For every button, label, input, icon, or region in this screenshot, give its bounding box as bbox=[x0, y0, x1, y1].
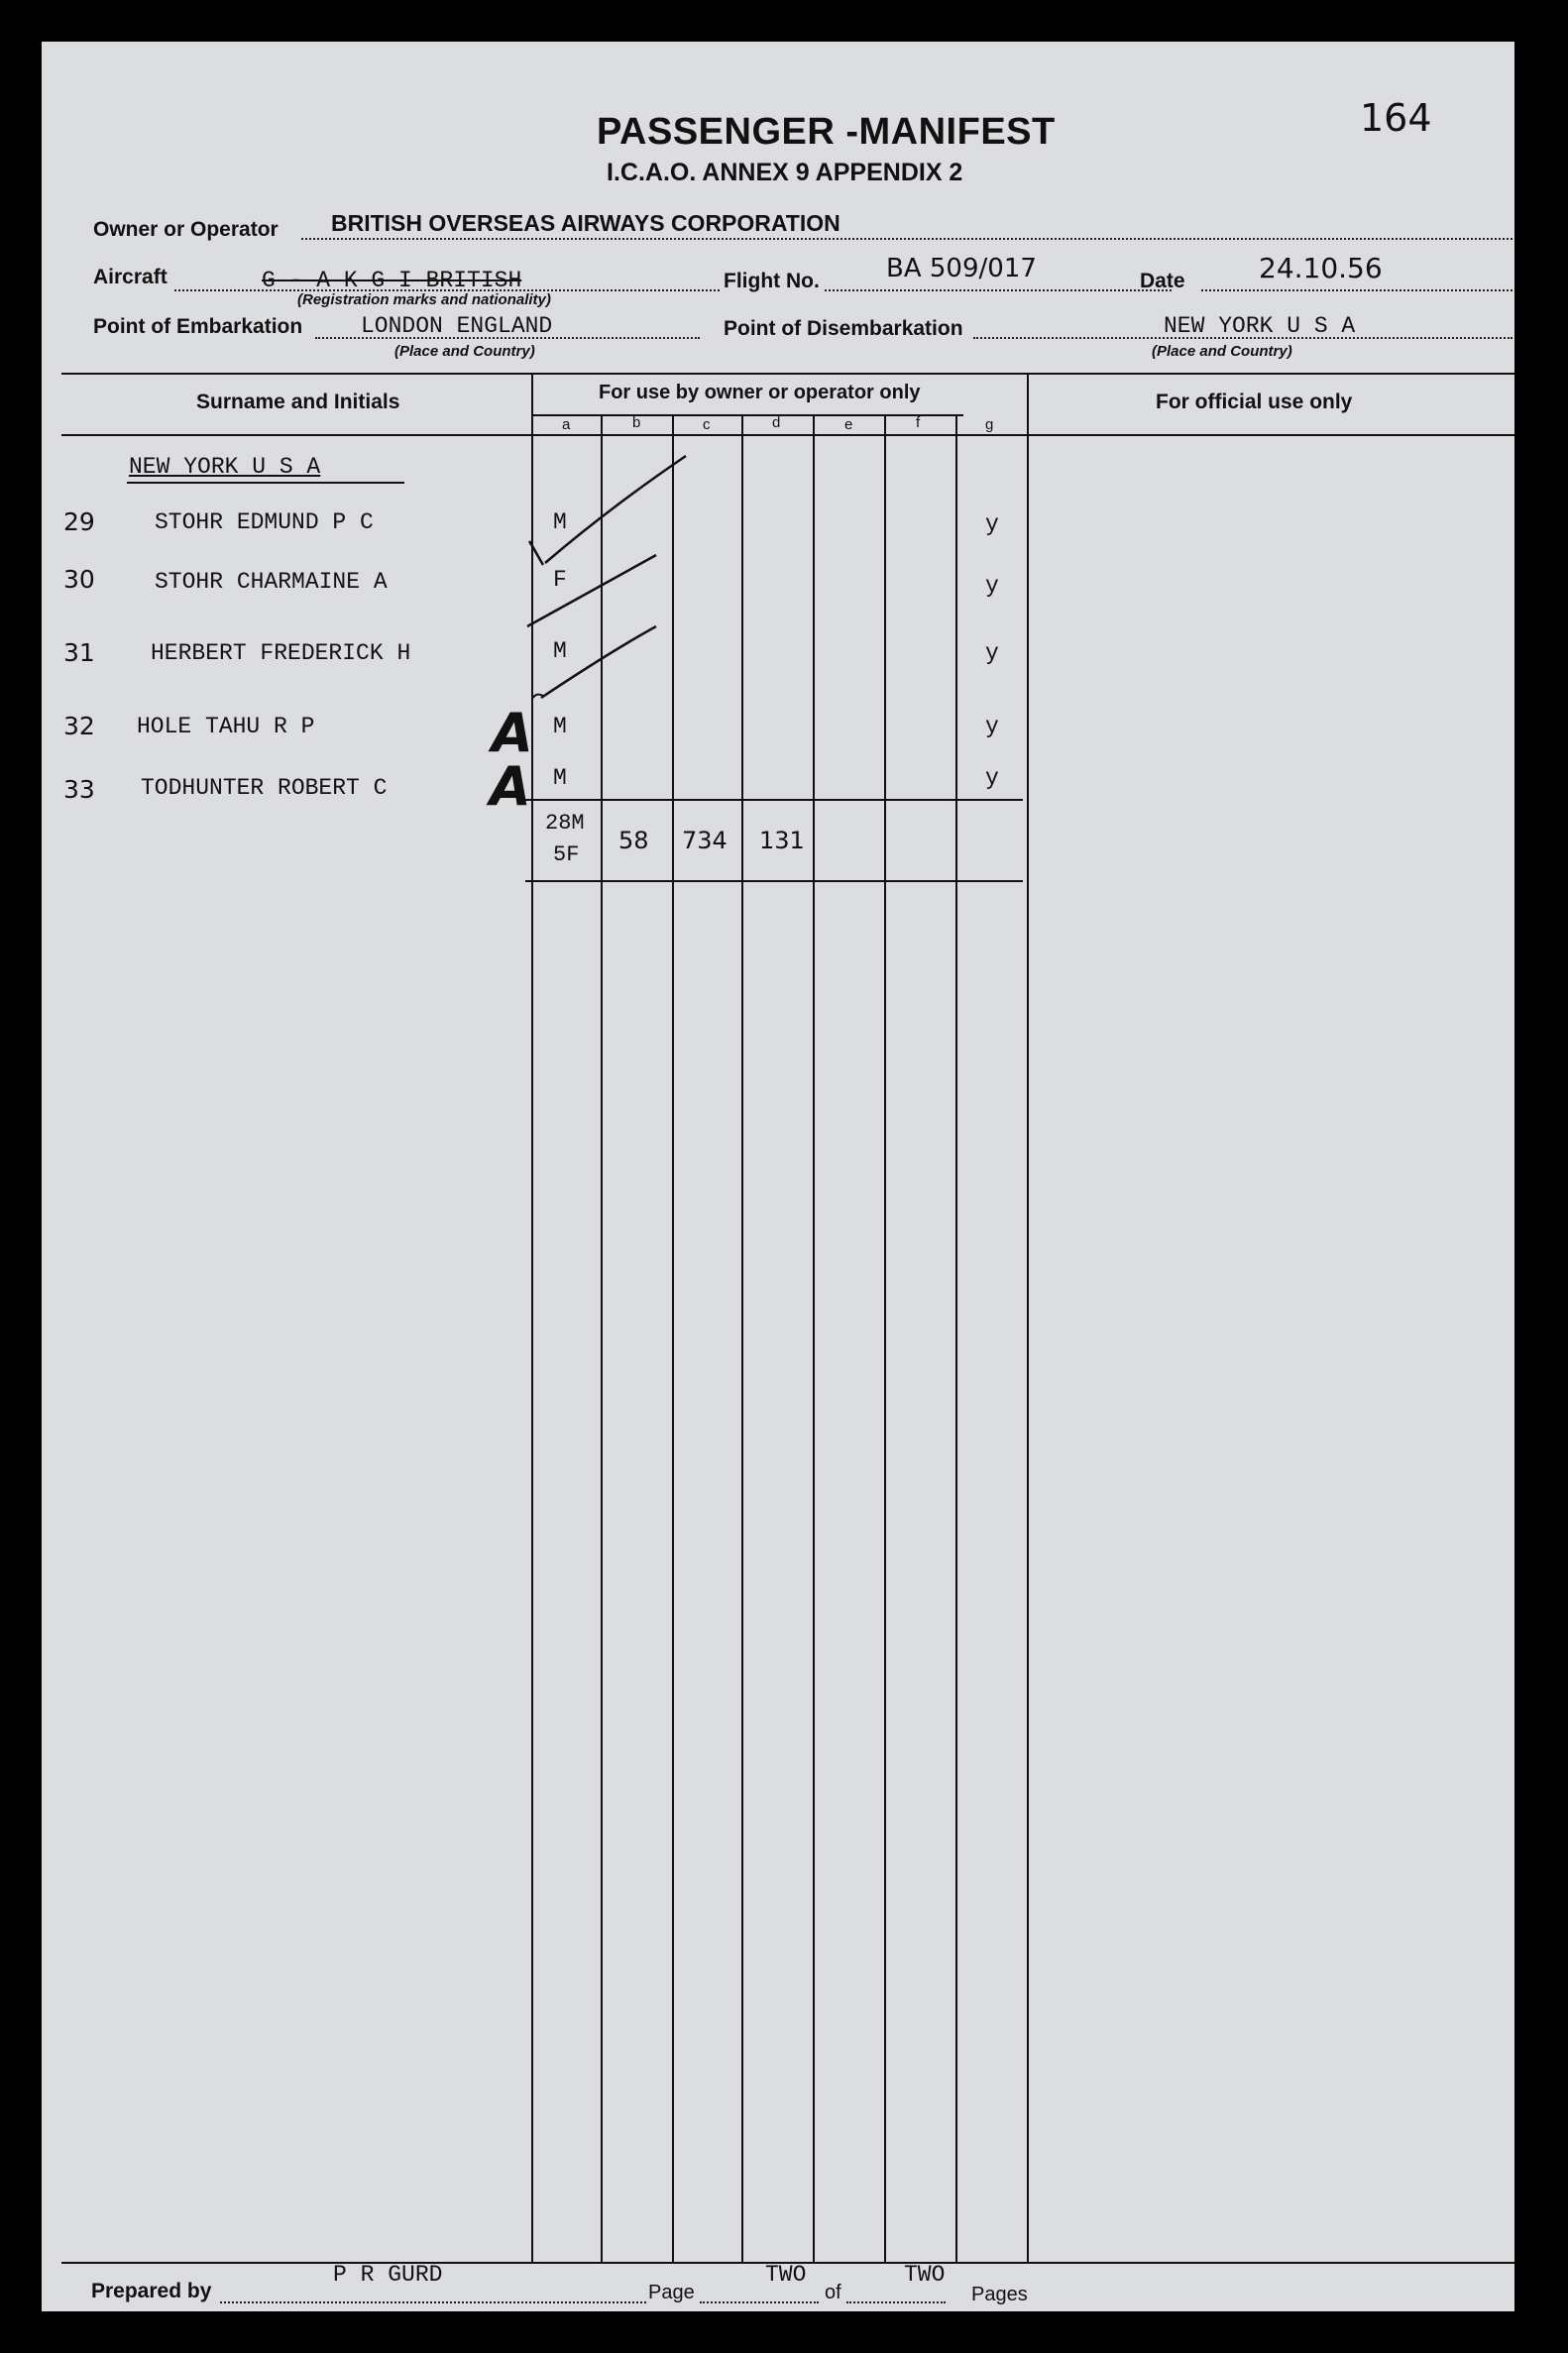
subcol-b: b bbox=[632, 414, 641, 431]
flight-label: Flight No. bbox=[724, 270, 820, 292]
section-heading-rule bbox=[127, 482, 404, 484]
subcol-e: e bbox=[844, 416, 853, 433]
col-line-d bbox=[741, 414, 743, 2262]
row-cell-a: M bbox=[553, 714, 567, 739]
page-subtitle: I.C.A.O. ANNEX 9 APPENDIX 2 bbox=[607, 159, 963, 186]
flight-value: BA 509/017 bbox=[886, 254, 1037, 283]
row-number: 32 bbox=[63, 712, 95, 740]
disembark-value: NEW YORK U S A bbox=[1164, 313, 1356, 339]
owner-group-rule bbox=[531, 414, 963, 416]
row-name: STOHR EDMUND P C bbox=[155, 509, 374, 535]
embark-value: LONDON ENGLAND bbox=[361, 313, 553, 339]
date-value: 24.10.56 bbox=[1259, 252, 1383, 284]
col-line-official bbox=[1027, 373, 1029, 2262]
col-line-e bbox=[813, 414, 815, 2262]
subcol-c: c bbox=[703, 416, 711, 433]
row-cell-a: M bbox=[553, 765, 567, 791]
col-official-heading: For official use only bbox=[1156, 391, 1353, 413]
disembark-label: Point of Disembarkation bbox=[724, 317, 963, 340]
subcol-a: a bbox=[562, 416, 571, 433]
row-name: TODHUNTER ROBERT C bbox=[141, 775, 388, 801]
owner-value: BRITISH OVERSEAS AIRWAYS CORPORATION bbox=[331, 210, 840, 236]
page-label: Page bbox=[648, 2282, 695, 2303]
total-d: 131 bbox=[759, 827, 805, 854]
of-value: TWO bbox=[904, 2262, 946, 2288]
embark-note: (Place and Country) bbox=[394, 343, 535, 360]
row-name: HERBERT FREDERICK H bbox=[151, 640, 411, 666]
subcol-f: f bbox=[916, 414, 921, 431]
total-c: 734 bbox=[682, 827, 728, 854]
row-cell-a: F bbox=[553, 567, 567, 593]
of-dotline bbox=[846, 2301, 946, 2303]
aircraft-value: G - A K G I BRITISH bbox=[262, 268, 522, 293]
page-value: TWO bbox=[765, 2262, 807, 2288]
prepared-label: Prepared by bbox=[91, 2280, 212, 2302]
row-number: 31 bbox=[63, 638, 95, 667]
of-label: of bbox=[825, 2282, 841, 2303]
date-label: Date bbox=[1140, 270, 1185, 292]
manifest-sheet bbox=[42, 42, 1514, 2311]
row-number: 33 bbox=[63, 775, 95, 804]
row-number: 29 bbox=[63, 507, 95, 536]
prepared-value: P R GURD bbox=[333, 2262, 443, 2288]
handwritten-mark-a: A bbox=[492, 702, 533, 764]
page-number: 164 bbox=[1360, 96, 1432, 140]
embark-label: Point of Embarkation bbox=[93, 315, 303, 338]
row-cell-g: y bbox=[985, 573, 999, 599]
col-line-f bbox=[884, 414, 886, 2262]
pages-label: Pages bbox=[971, 2284, 1028, 2305]
col-surname-heading: Surname and Initials bbox=[196, 391, 400, 413]
subcol-g: g bbox=[985, 416, 994, 433]
col-line-g bbox=[955, 414, 957, 2262]
date-dotline bbox=[1201, 289, 1512, 291]
prepared-dotline bbox=[220, 2301, 646, 2303]
owner-label: Owner or Operator bbox=[93, 218, 279, 241]
page-dotline bbox=[700, 2301, 819, 2303]
row-name: HOLE TAHU R P bbox=[137, 714, 315, 739]
row-cell-g: y bbox=[985, 640, 999, 666]
flight-dotline bbox=[825, 289, 1172, 291]
owner-dotline bbox=[301, 238, 1512, 240]
table-top-rule bbox=[61, 373, 1514, 375]
disembark-note: (Place and Country) bbox=[1152, 343, 1292, 360]
row-number: 30 bbox=[63, 565, 95, 594]
total-male: 28M bbox=[545, 811, 585, 836]
table-header-rule bbox=[61, 434, 1514, 436]
subcol-d: d bbox=[772, 414, 781, 431]
aircraft-note: (Registration marks and nationality) bbox=[297, 291, 551, 308]
total-female: 5F bbox=[553, 842, 580, 867]
section-heading: NEW YORK U S A bbox=[129, 454, 321, 480]
row-cell-g: y bbox=[985, 714, 999, 739]
page-title: PASSENGER -MANIFEST bbox=[597, 111, 1056, 153]
row-cell-a: M bbox=[553, 638, 567, 664]
aircraft-label: Aircraft bbox=[93, 266, 168, 288]
row-cell-g: y bbox=[985, 765, 999, 791]
handwritten-mark-a: A bbox=[490, 755, 531, 818]
row-cell-g: y bbox=[985, 511, 999, 537]
total-b: 58 bbox=[618, 827, 649, 854]
row-cell-a: M bbox=[553, 509, 567, 535]
col-owner-group-heading: For use by owner or operator only bbox=[599, 382, 921, 403]
row-name: STOHR CHARMAINE A bbox=[155, 569, 388, 595]
